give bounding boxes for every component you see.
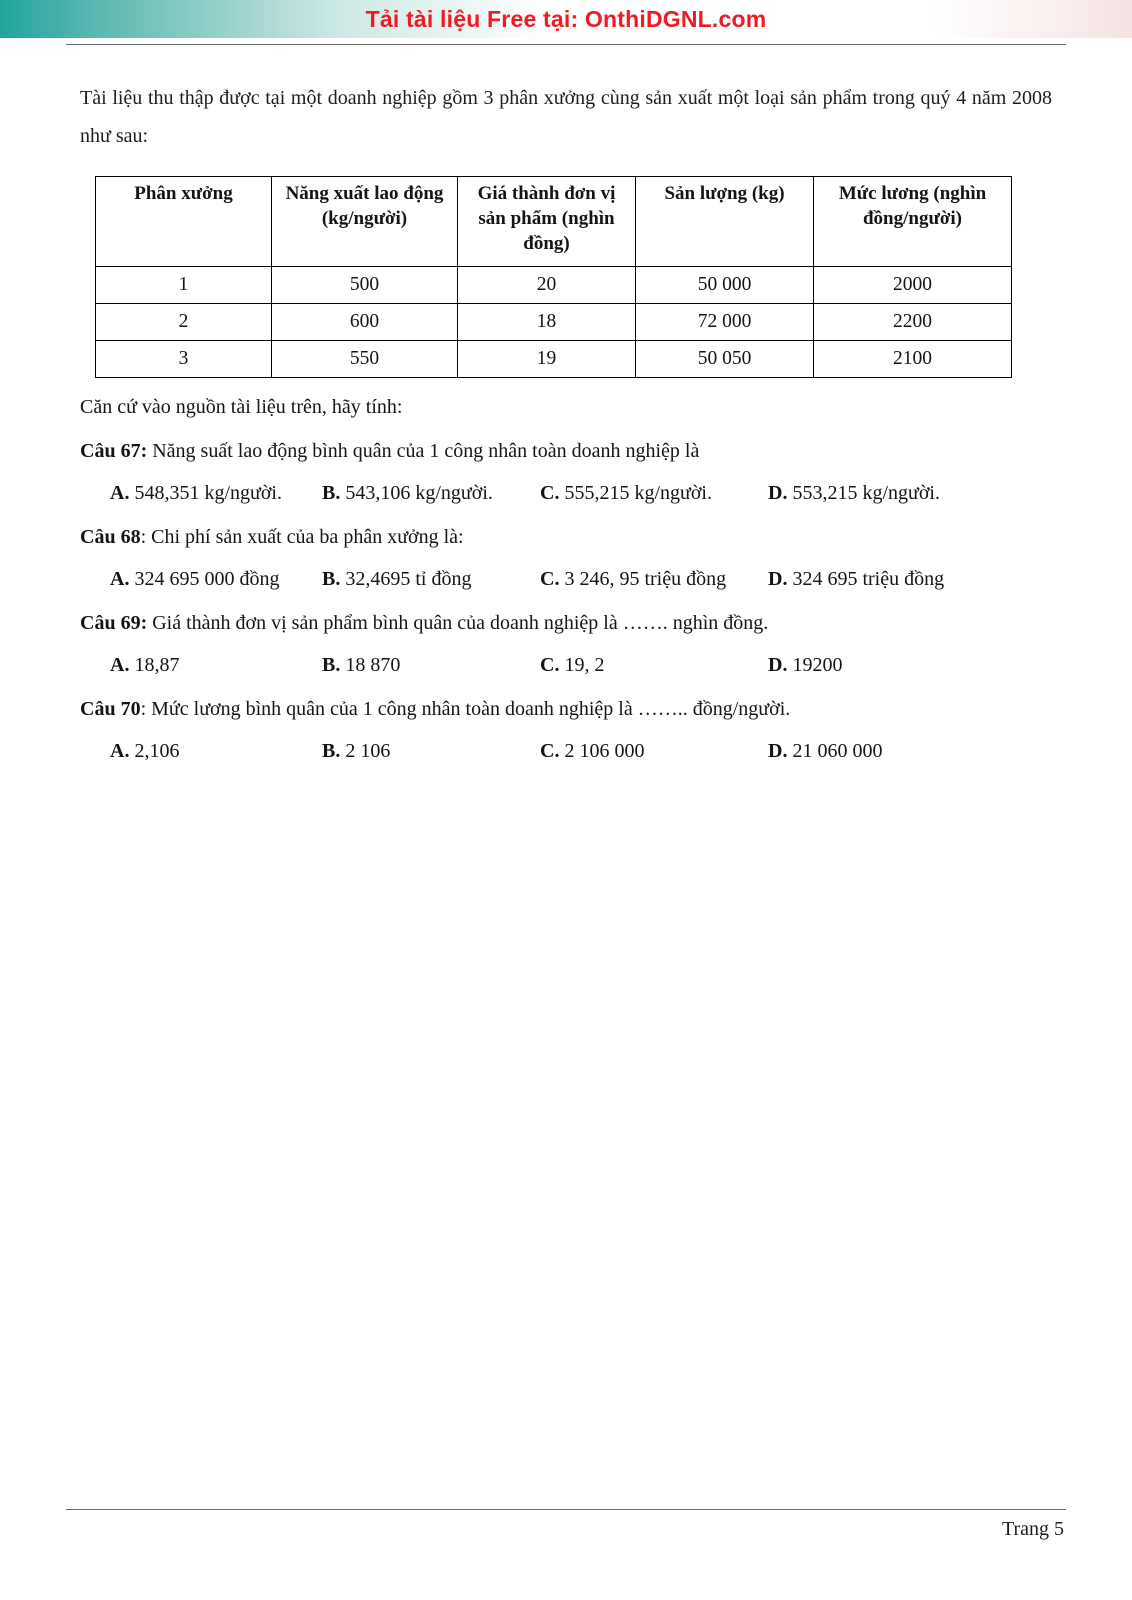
table-cell: 1 — [96, 267, 272, 304]
option-67-b — [322, 479, 540, 508]
table-row — [96, 304, 1012, 341]
option-text: 324 695 000 đồng — [129, 568, 280, 591]
page-number: Trang 5 — [1001, 1518, 1064, 1540]
option-text: 2,106 — [129, 740, 180, 763]
question-70 — [80, 695, 1052, 724]
option-letter: C. — [540, 482, 560, 505]
option-letter: B. — [322, 740, 341, 763]
option-text: 543,106 kg/người. — [340, 482, 493, 505]
option-letter: A. — [110, 482, 130, 505]
option-text: 19200 — [787, 654, 843, 677]
option-text: 18 870 — [340, 654, 401, 677]
option-letter: C. — [540, 568, 560, 591]
option-text: 548,351 kg/người. — [129, 482, 282, 505]
footer-rule — [66, 1509, 1066, 1510]
option-67-c — [540, 479, 768, 508]
question-70-options — [80, 737, 1052, 766]
option-70-b — [322, 737, 540, 766]
option-letter: D. — [768, 568, 788, 591]
option-letter: A. — [110, 654, 130, 677]
table-cell: 50 050 — [636, 341, 814, 378]
option-70-d — [768, 737, 1052, 766]
table-cell: 500 — [272, 267, 458, 304]
table-cell: 72 000 — [636, 304, 814, 341]
table-cell: 2000 — [814, 267, 1012, 304]
option-letter: C. — [540, 654, 560, 677]
option-text: 21 060 000 — [787, 740, 883, 763]
question-70-label: Câu 70 — [80, 698, 141, 721]
data-table — [95, 176, 1012, 378]
option-text: 553,215 kg/người. — [787, 482, 940, 505]
table-cell: 2 — [96, 304, 272, 341]
question-69 — [80, 609, 1052, 638]
table-cell: 20 — [458, 267, 636, 304]
option-68-d — [768, 565, 1052, 594]
question-70-text: : Mức lương bình quân của 1 công nhân toàn doanh nghiệp là …….. đồng/người. — [140, 698, 791, 721]
question-68-options — [80, 565, 1052, 594]
table-row — [96, 267, 1012, 304]
option-text: 3 246, 95 triệu đồng — [559, 568, 727, 591]
question-68-text: : Chi phí sản xuất của ba phân xưởng là: — [140, 526, 464, 549]
question-67-text: Năng suất lao động bình quân của 1 công nhân toàn doanh nghiệp là — [147, 440, 700, 463]
option-text: 324 695 triệu đồng — [787, 568, 945, 591]
question-69-label: Câu 69: — [80, 612, 148, 635]
column-header: Phân xưởng — [96, 176, 272, 266]
question-67 — [80, 437, 1052, 466]
option-text: 2 106 — [340, 740, 391, 763]
question-69-options — [80, 651, 1052, 680]
option-text: 2 106 000 — [559, 740, 645, 763]
table-header-row — [96, 176, 1012, 266]
question-67-options — [80, 479, 1052, 508]
option-68-c — [540, 565, 768, 594]
option-letter: B. — [322, 654, 341, 677]
option-letter: B. — [322, 482, 341, 505]
instruction-text: Căn cứ vào nguồn tài liệu trên, hãy tính: — [80, 396, 403, 419]
option-69-c — [540, 651, 768, 680]
table-cell: 18 — [458, 304, 636, 341]
option-letter: D. — [768, 740, 788, 763]
option-70-a — [110, 737, 322, 766]
table-cell: 3 — [96, 341, 272, 378]
option-text: 18,87 — [129, 654, 180, 677]
option-letter: C. — [540, 740, 560, 763]
option-letter: D. — [768, 482, 788, 505]
question-68 — [80, 523, 1052, 552]
option-69-d — [768, 651, 1052, 680]
option-text: 32,4695 tỉ đồng — [340, 568, 472, 591]
option-68-a — [110, 565, 322, 594]
question-68-label: Câu 68 — [80, 526, 141, 549]
column-header: Mức lương (nghìn đồng/người) — [814, 176, 1012, 266]
question-67-label: Câu 67: — [80, 440, 148, 463]
option-67-d — [768, 479, 1052, 508]
option-67-a — [110, 479, 322, 508]
banner-text: Tải tài liệu Free tại: OnthiDGNL.com — [365, 5, 767, 32]
column-header: Sản lượng (kg) — [636, 176, 814, 266]
question-69-text: Giá thành đơn vị sản phẩm bình quân của doanh nghiệp là ……. nghìn đồng. — [147, 612, 769, 635]
intro-paragraph: Tài liệu thu thập được tại một doanh nghiệp gồm 3 phân xưởng cùng sản xuất một loại sản phẩm trong quý 4 năm 2008 như sau: — [80, 87, 1052, 148]
option-69-a — [110, 651, 322, 680]
table-cell: 2200 — [814, 304, 1012, 341]
option-68-b — [322, 565, 540, 594]
table-row — [96, 341, 1012, 378]
option-letter: A. — [110, 740, 130, 763]
option-69-b — [322, 651, 540, 680]
option-letter: D. — [768, 654, 788, 677]
page-content — [0, 45, 1132, 766]
table-cell: 2100 — [814, 341, 1012, 378]
option-70-c — [540, 737, 768, 766]
header-banner — [0, 0, 1132, 38]
option-text: 19, 2 — [559, 654, 605, 677]
option-text: 555,215 kg/người. — [559, 482, 712, 505]
table-cell: 50 000 — [636, 267, 814, 304]
column-header: Giá thành đơn vị sản phẩm (nghìn đồng) — [458, 176, 636, 266]
option-letter: A. — [110, 568, 130, 591]
table-cell: 550 — [272, 341, 458, 378]
option-letter: B. — [322, 568, 341, 591]
column-header: Năng xuất lao động (kg/người) — [272, 176, 458, 266]
table-cell: 600 — [272, 304, 458, 341]
table-cell: 19 — [458, 341, 636, 378]
